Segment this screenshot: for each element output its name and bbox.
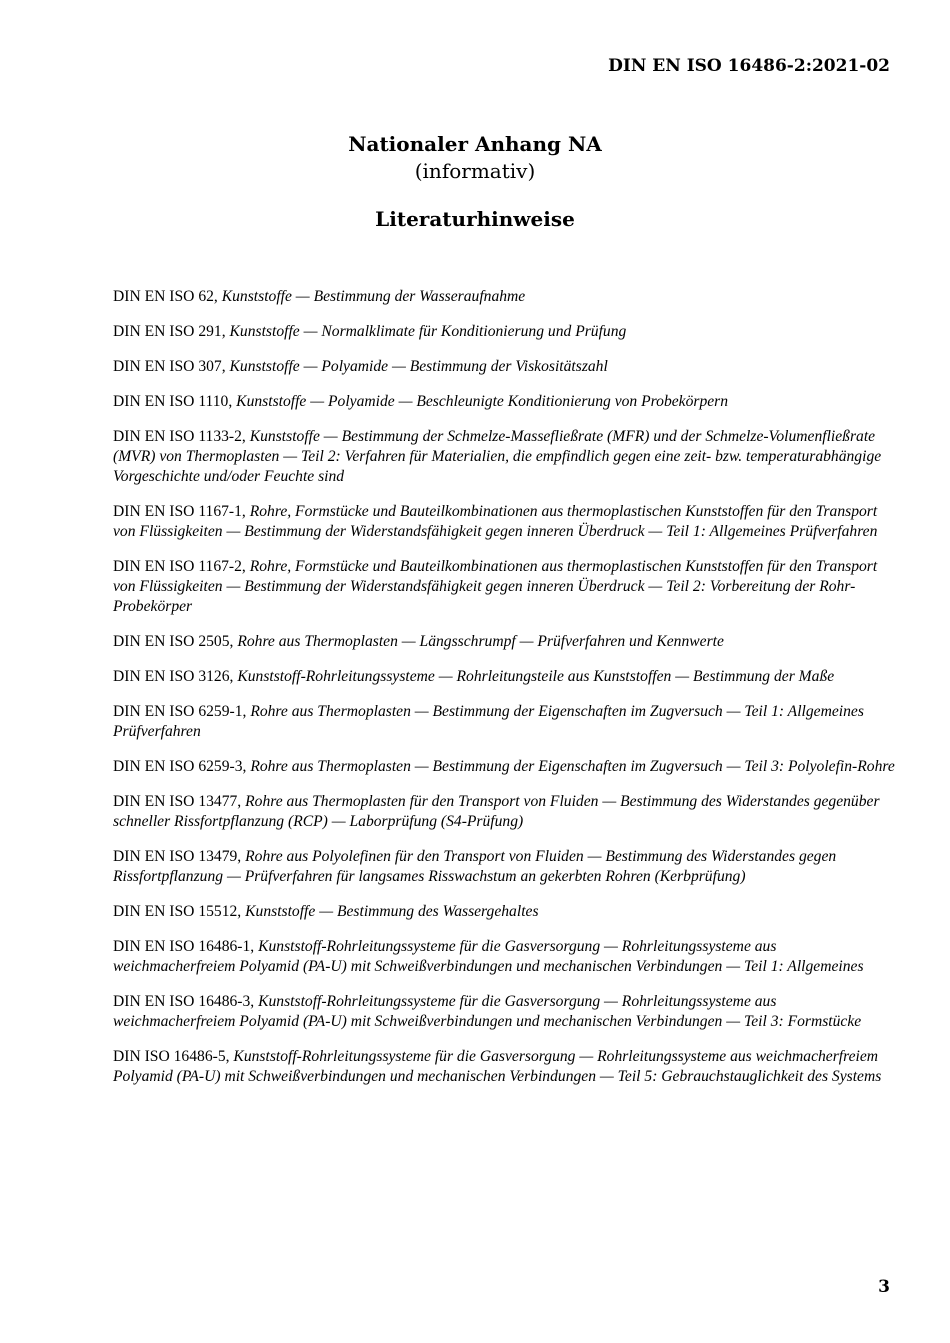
reference-code: DIN EN ISO 62, [113, 288, 218, 305]
reference-item [113, 902, 898, 922]
reference-item [113, 502, 898, 542]
reference-code: DIN EN ISO 6259-1, [113, 703, 247, 720]
reference-code: DIN EN ISO 1167-2, [113, 558, 246, 575]
reference-item [113, 847, 898, 887]
reference-code: DIN EN ISO 13479, [113, 848, 242, 865]
reference-code: DIN EN ISO 13477, [113, 793, 242, 810]
reference-code: DIN EN ISO 1133-2, [113, 428, 246, 445]
reference-title: Rohre, Formstücke und Bauteilkombinationen aus thermoplastischen Kunststoffen für den Transport von Flüssigkeiten — Bestimmung der Widerstandsfähigkeit gegen inneren Überdruck — Teil 1: Allgemeines Prüfverfahren [113, 503, 878, 540]
reference-code: DIN EN ISO 1167-1, [113, 503, 246, 520]
reference-code: DIN EN ISO 15512, [113, 903, 242, 920]
document-id: DIN EN ISO 16486-2:2021-02 [608, 56, 890, 76]
reference-title: Rohre aus Thermoplasten — Längsschrumpf — Prüfverfahren und Kennwerte [237, 633, 724, 650]
reference-title: Kunststoffe — Polyamide — Beschleunigte Konditionierung von Probekörpern [236, 393, 729, 410]
reference-title: Kunststoff-Rohrleitungssysteme für die Gasversorgung — Rohrleitungssysteme aus weichmacherfreiem Polyamid (PA-U) mit Schweißverbindungen und mechanischen Verbindungen — Teil 3: Formstücke [113, 993, 862, 1030]
reference-code: DIN EN ISO 2505, [113, 633, 234, 650]
reference-item [113, 427, 898, 487]
reference-title: Kunststoffe — Bestimmung der Schmelze-Massefließrate (MFR) und der Schmelze-Volumenfließrate (MVR) von Thermoplasten — Teil 2: Verfahren für Materialien, die empfindlich gegen eine zeit- bzw. temperaturabhängige Vorgeschichte und/oder Feuchte sind [113, 428, 882, 485]
annex-subtitle: (informativ) [414, 159, 536, 183]
reference-item [113, 357, 898, 377]
reference-title: Rohre aus Polyolefinen für den Transport von Fluiden — Bestimmung des Widerstandes gegen Rissfortpflanzung — Prüfverfahren für langsames Risswachstum an gekerbten Rohren (Kerbprüfung) [113, 848, 837, 885]
reference-item [113, 667, 898, 687]
reference-code: DIN EN ISO 16486-3, [113, 993, 255, 1010]
reference-title: Rohre aus Thermoplasten — Bestimmung der Eigenschaften im Zugversuch — Teil 1: Allgemeines Prüfverfahren [113, 703, 864, 740]
reference-code: DIN ISO 16486-5, [113, 1048, 230, 1065]
reference-item [113, 287, 898, 307]
reference-code: DIN EN ISO 291, [113, 323, 226, 340]
reference-item [113, 632, 898, 652]
reference-list [113, 287, 898, 1102]
reference-code: DIN EN ISO 16486-1, [113, 938, 255, 955]
reference-item [113, 1047, 898, 1087]
page-number: 3 [878, 1277, 890, 1297]
reference-title: Kunststoffe — Normalklimate für Konditionierung und Prüfung [229, 323, 627, 340]
reference-code: DIN EN ISO 3126, [113, 668, 234, 685]
reference-item [113, 792, 898, 832]
reference-title: Kunststoff-Rohrleitungssysteme — Rohrleitungsteile aus Kunststoffen — Bestimmung der Maße [237, 668, 835, 685]
reference-item [113, 322, 898, 342]
reference-title: Kunststoff-Rohrleitungssysteme für die Gasversorgung — Rohrleitungssysteme aus weichmacherfreiem Polyamid (PA-U) mit Schweißverbindungen und mechanischen Verbindungen — Teil 1: Allgemeines [113, 938, 864, 975]
reference-item [113, 757, 898, 777]
reference-item [113, 392, 898, 412]
reference-item [113, 937, 898, 977]
annex-title: Nationaler Anhang NA [348, 132, 602, 156]
reference-item [113, 992, 898, 1032]
reference-title: Rohre, Formstücke und Bauteilkombinationen aus thermoplastischen Kunststoffen für den Transport von Flüssigkeiten — Bestimmung der Widerstandsfähigkeit gegen inneren Überdruck — Teil 2: Vorbereitung der Rohr-Probekörper [113, 558, 878, 615]
reference-title: Kunststoffe — Bestimmung der Wasseraufnahme [221, 288, 526, 305]
reference-title: Kunststoffe — Polyamide — Bestimmung der Viskositätszahl [229, 358, 608, 375]
reference-title: Kunststoff-Rohrleitungssysteme für die Gasversorgung — Rohrleitungssysteme aus weichmacherfreiem Polyamid (PA-U) mit Schweißverbindungen und mechanischen Verbindungen — Teil 5: Gebrauchstauglichkeit des Systems [113, 1048, 882, 1085]
reference-title: Rohre aus Thermoplasten — Bestimmung der Eigenschaften im Zugversuch — Teil 3: Polyolefin-Rohre [250, 758, 895, 775]
reference-code: DIN EN ISO 1110, [113, 393, 233, 410]
reference-item [113, 557, 898, 617]
reference-code: DIN EN ISO 307, [113, 358, 226, 375]
reference-item [113, 702, 898, 742]
section-title: Literaturhinweise [375, 207, 575, 231]
reference-code: DIN EN ISO 6259-3, [113, 758, 247, 775]
reference-title: Kunststoffe — Bestimmung des Wassergehaltes [245, 903, 539, 920]
reference-title: Rohre aus Thermoplasten für den Transport von Fluiden — Bestimmung des Widerstandes gegenüber schneller Rissfortpflanzung (RCP) — Laborprüfung (S4-Prüfung) [113, 793, 880, 830]
